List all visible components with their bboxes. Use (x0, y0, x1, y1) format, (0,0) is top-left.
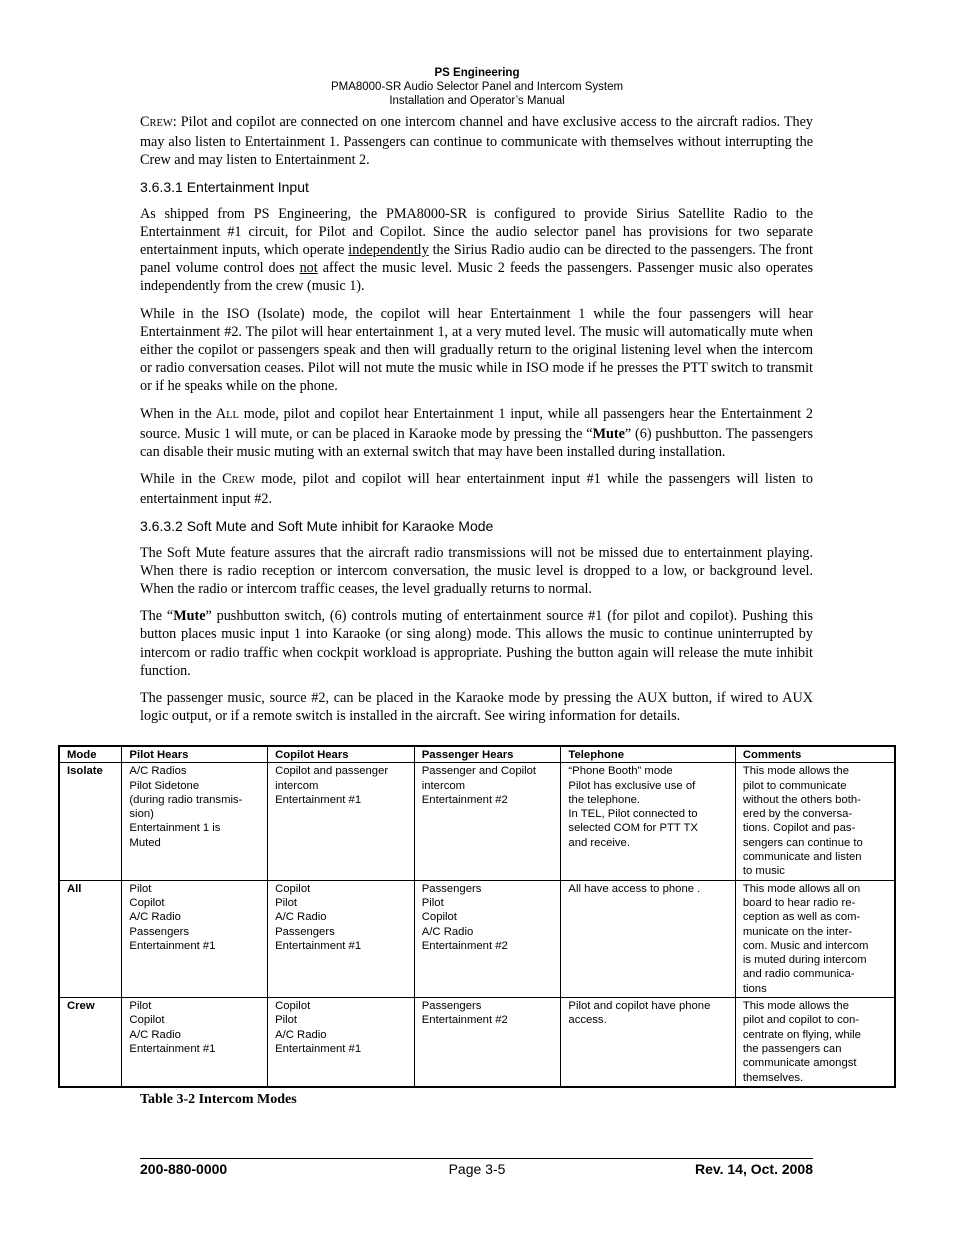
cell-line: is muted during intercom (742, 954, 867, 967)
text-run: When in the (140, 405, 216, 422)
cell-pilot (122, 998, 268, 1087)
text-run: the Sirius Radio audio can be directed to the passengers. The front panel volume control does (140, 242, 813, 277)
footer-revision: Rev. 14, Oct. 2008 (694, 1161, 813, 1177)
cell-line: themselves. (742, 1071, 804, 1084)
cell-line: Pilot (275, 1014, 298, 1027)
table-header-row (59, 746, 895, 763)
cell-mode: Crew (59, 998, 122, 1087)
cell-telephone (561, 998, 735, 1087)
cell-line: Entertainment #2 (421, 1014, 508, 1027)
cell-line: Pilot (129, 882, 152, 895)
cell-line: access. (568, 1014, 607, 1027)
col-header-mode: Mode (59, 746, 122, 763)
underlined-word: not (299, 260, 318, 277)
cell-line: Pilot and copilot have phone (568, 1000, 711, 1013)
footer-doc-number: 200-880-0000 (140, 1161, 228, 1177)
crew-lead-rest: REW (149, 118, 173, 129)
footer-page-number: Page 3-5 (448, 1161, 506, 1177)
cell-line: pilot and copilot to con- (742, 1014, 860, 1027)
cell-line: Pilot Sidetone (129, 779, 200, 792)
cell-line: intercom (275, 779, 319, 792)
soft-mute-paragraph-2 (140, 607, 813, 680)
cell-line: Entertainment #2 (421, 793, 508, 806)
text-run: affect the music level. Music 2 feeds the passengers. Passenger music also operates independently from the crew (music 1). (140, 260, 813, 295)
cell-line: A/C Radio (129, 1028, 181, 1041)
cell-mode: Isolate (59, 763, 122, 880)
cell-line: municate on the inter- (742, 925, 853, 938)
table-caption: Table 3-2 Intercom Modes (140, 1092, 297, 1107)
cell-line: Passengers (275, 925, 335, 938)
cell-line: A/C Radio (129, 911, 181, 924)
cell-line: This mode allows the (742, 765, 849, 778)
cell-line: Pilot (129, 1000, 152, 1013)
cell-line: Copilot and passenger (275, 765, 389, 778)
text-run: mode, pilot and copilot hear Entertainment 1 input, while all passengers hear the Entertainment 2 source. Music 1 will mute, or can be placed in Karaoke mode by pressing the “ (140, 405, 813, 442)
text-run: mode, pilot and copilot will hear entertainment input #1 while the passengers will listen to entertainment input #2. (140, 471, 813, 508)
cell-comments (735, 880, 895, 997)
bold-word: Mute (592, 425, 625, 442)
cell-line: Passengers (421, 882, 482, 895)
cell-line: Passengers (129, 925, 190, 938)
cell-line: ered by the conversa- (742, 808, 853, 821)
cell-line: com. Music and intercom (742, 939, 869, 952)
cell-passenger (414, 880, 561, 997)
section-heading-entertainment-input: 3.6.3.1 Entertainment Input (140, 178, 309, 195)
entertainment-paragraph-4 (140, 470, 813, 508)
cell-passenger (414, 998, 561, 1087)
cell-line: All have access to phone . (568, 882, 701, 895)
cell-line: “Phone Booth” mode (568, 765, 673, 778)
cell-telephone (561, 880, 735, 997)
cell-line: This mode allows all on (742, 882, 861, 895)
text-run: The “ (140, 608, 174, 625)
cell-copilot (268, 998, 415, 1087)
cell-line: Copilot (129, 896, 165, 909)
cell-line: without the others both- (742, 793, 861, 806)
cell-line: Copilot (129, 1014, 165, 1027)
header-product: PMA8000-SR Audio Selector Panel and Intercom System (330, 81, 624, 93)
cell-line: tions. Copilot and pas- (742, 822, 856, 835)
table-row (59, 763, 895, 880)
cell-telephone (561, 763, 735, 880)
cell-line: Muted (129, 836, 161, 849)
section-heading-soft-mute: 3.6.3.2 Soft Mute and Soft Mute inhibit for Karaoke Mode (140, 517, 494, 534)
cell-line: In TEL, Pilot connected to (568, 808, 698, 821)
entertainment-paragraph-3 (140, 405, 813, 462)
cell-line: communicate amongst (742, 1057, 857, 1070)
cell-line: Entertainment 1 is (129, 822, 221, 835)
entertainment-paragraph-2: While in the ISO (Isolate) mode, the copilot will hear Entertainment 1 while the four passengers will hear Entertainment #2. The pilot will hear entertainment 1, at a very muted level. The music will automatically mute when either the copilot or passengers speak and then will gradually return to the original listening level when the intercom or radio conversation ceases. Pilot will not mute the music while in ISO mode if he presses the PTT switch to transmit or if he speaks while on the phone. (140, 305, 813, 395)
cell-comments (735, 763, 895, 880)
cell-line: and radio communica- (742, 968, 855, 981)
cell-line: This mode allows the (742, 1000, 849, 1013)
cell-line: Copilot (275, 1000, 311, 1013)
text-run: ” pushbutton switch, (6) controls muting of entertainment source #1 (for pilot and copilot). Pushing this button places music input 1 into Karaoke (or sing along) mode. This allows the music to continue uninterrupted by intercom or radio traffic when cockpit workload is appropriate. Pushing the button again will release the mute inhibit function. (140, 608, 814, 679)
header-manual: Installation and Operator’s Manual (389, 95, 565, 107)
cell-line: ception as well as com- (742, 911, 861, 924)
cell-copilot (268, 763, 415, 880)
body-text (140, 113, 813, 734)
small-caps-first: A (215, 405, 227, 422)
cell-line: to music (742, 865, 785, 878)
bold-word: Mute (173, 608, 206, 625)
footer-rule (140, 1158, 813, 1159)
table-row (59, 880, 895, 997)
cell-pilot (122, 763, 268, 880)
cell-line: A/C Radio (275, 911, 327, 924)
table-row (59, 998, 895, 1087)
cell-line: Copilot (275, 882, 311, 895)
cell-line: Pilot (275, 896, 298, 909)
small-caps-rest: REW (231, 475, 255, 487)
cell-line: Entertainment #1 (129, 939, 216, 952)
cell-line: and receive. (568, 836, 630, 849)
crew-lead-first: C (140, 114, 150, 130)
cell-line: A/C Radio (275, 1028, 327, 1041)
col-header-copilot-hears: Copilot Hears (268, 746, 415, 763)
cell-line: (during radio transmis- (129, 793, 243, 806)
cell-line: the passengers can (742, 1042, 842, 1055)
cell-line: Entertainment #1 (275, 1042, 362, 1055)
soft-mute-paragraph-3: The passenger music, source #2, can be placed in the Karaoke mode by pressing the AUX button, if wired to AUX logic output, or if a remote switch is installed in the aircraft. See wiring information for details. (140, 690, 813, 725)
text-run: As shipped from PS Engineering, the PMA8000-SR is configured to provide Sirius Satellite Radio to the Entertainment #1 circuit, for Pilot and Copilot. Since the audio selector panel has provisions for two separate entertainment inputs, which operate (140, 205, 813, 259)
cell-mode: All (59, 880, 122, 997)
text-run: ” (6) pushbutton. The passengers can disable their music muting with an external switch that may have been installed during installation. (140, 425, 813, 461)
cell-line: Entertainment #1 (129, 1042, 216, 1055)
crew-paragraph (140, 113, 813, 170)
cell-line: Entertainment #2 (421, 939, 508, 952)
header-company: PS Engineering (434, 67, 520, 79)
intercom-modes-table (58, 745, 896, 1088)
entertainment-paragraph-1 (140, 205, 813, 296)
small-caps-first: C (222, 471, 232, 488)
cell-line: tions (742, 982, 767, 995)
cell-pilot (122, 880, 268, 997)
cell-line: intercom (421, 779, 466, 792)
text-run: While in the (140, 471, 223, 488)
cell-line: sion) (129, 808, 154, 821)
cell-line: communicate and listen (742, 851, 862, 864)
col-header-passenger-hears: Passenger Hears (414, 746, 561, 763)
cell-line: Pilot (421, 896, 444, 909)
cell-line: Copilot (421, 911, 457, 924)
crew-text: : Pilot and copilot are connected on one intercom channel and have exclusive access to the aircraft radios. They may also listen to Entertainment 1. Passengers can continue to communicate with themselves without interrupting the Crew and may listen to Entertainment 2. (140, 114, 813, 169)
cell-line: the telephone. (568, 793, 641, 806)
cell-passenger (414, 763, 561, 880)
small-caps-rest: LL (226, 409, 239, 421)
cell-line: A/C Radios (129, 765, 187, 778)
cell-line: Passenger and Copilot (421, 765, 537, 778)
cell-comments (735, 998, 895, 1087)
cell-line: centrate on flying, while (742, 1028, 861, 1041)
cell-line: board to hear radio re- (742, 896, 856, 909)
col-header-comments: Comments (735, 746, 895, 763)
cell-line: Entertainment #1 (275, 793, 362, 806)
cell-line: selected COM for PTT TX (568, 822, 698, 835)
underlined-word: independently (348, 242, 429, 259)
cell-line: Pilot has exclusive use of (568, 779, 696, 792)
cell-copilot (268, 880, 415, 997)
cell-line: sengers can continue to (742, 836, 863, 849)
soft-mute-paragraph-1: The Soft Mute feature assures that the aircraft radio transmissions will not be missed due to entertainment playing. When there is radio reception or intercom conversation, the music level is dropped to a low, or background level. When the radio or intercom traffic ceases, the level gradually returns to normal. (140, 544, 813, 598)
cell-line: A/C Radio (421, 925, 474, 938)
cell-line: Entertainment #1 (275, 939, 362, 952)
col-header-pilot-hears: Pilot Hears (122, 746, 268, 763)
page-header (0, 66, 954, 108)
cell-line: Passengers (421, 1000, 482, 1013)
col-header-telephone: Telephone (561, 746, 735, 763)
cell-line: pilot to communicate (742, 779, 847, 792)
